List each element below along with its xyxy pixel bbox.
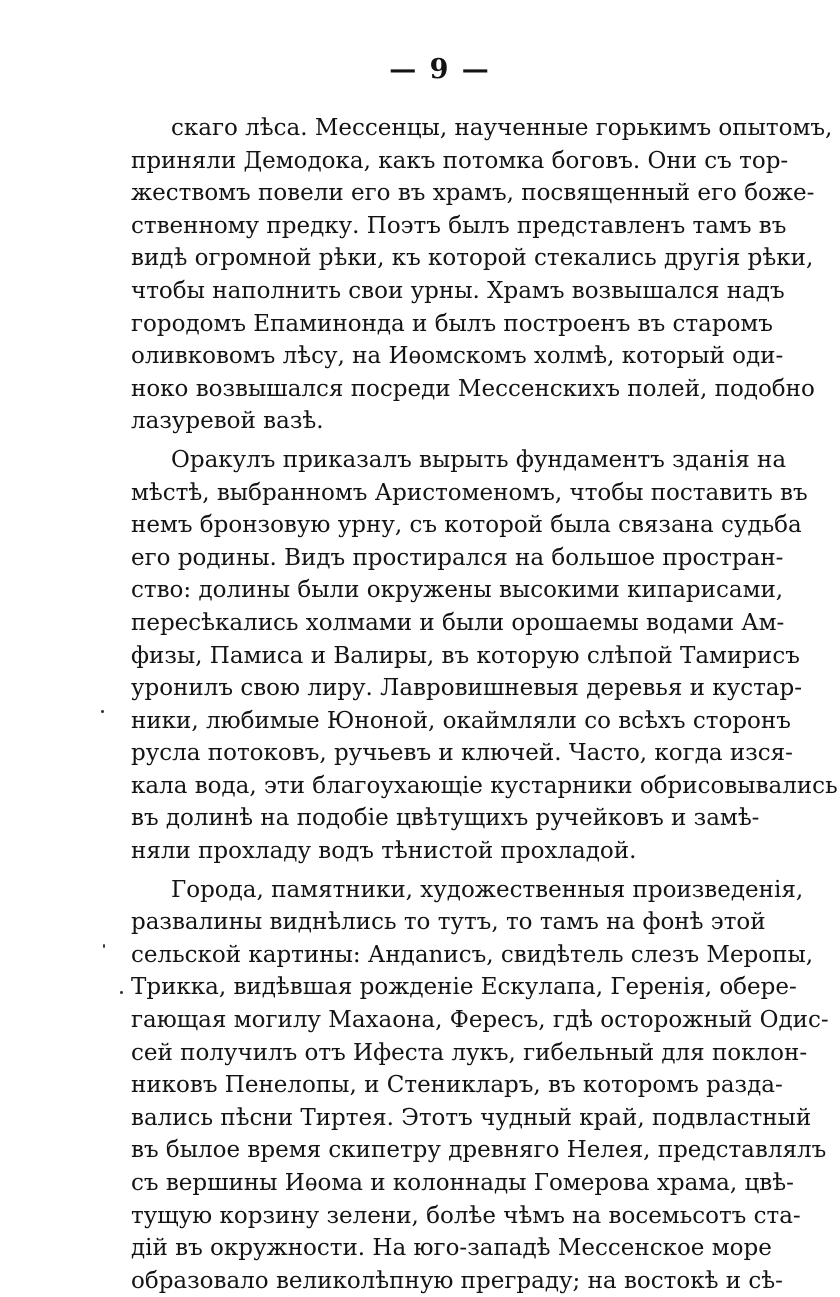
- text-line: Города, памятники, художественныя произведенія,: [171, 876, 804, 903]
- text-line: съ вершины Иѳома и колоннады Гомерова храма, цвѣ-: [131, 1170, 794, 1196]
- text-line: ственному предку. Поэтъ былъ представленъ тамъ въ: [131, 212, 787, 239]
- text-line: въ былое время скипетру древняго Нелея, представлялъ: [131, 1137, 827, 1164]
- text-line: приняли Демодока, какъ потомка боговъ. Они съ тор-: [131, 147, 789, 174]
- text-line: ство: долины были окружены высокими кипарисами,: [131, 577, 784, 604]
- text-line: ноко возвышался посреди Мессенскихъ полей, подобно: [131, 375, 815, 402]
- text-line: физы, Памиса и Валиры, въ которую слѣпой Тамирисъ: [131, 642, 800, 669]
- text-line: вались пѣсни Тиртея. Этотъ чудный край, подвластный: [131, 1104, 812, 1131]
- text-line: развалины виднѣлись то тутъ, то тамъ на фонѣ этой: [131, 909, 766, 936]
- text-line: его родины. Видъ простирался на большое простран-: [131, 544, 784, 571]
- text-line: городомъ Епаминонда и былъ построенъ въ старомъ: [131, 310, 773, 337]
- paragraph-1: [131, 112, 833, 438]
- text-line: сей получилъ отъ Ифеста лукъ, гибельный для поклон-: [131, 1039, 808, 1066]
- body-text: [131, 112, 838, 1297]
- text-line: Трикка, видѣвшая рожденіе Ескулапа, Геренія, обере-: [131, 974, 797, 1001]
- text-line: пересѣкались холмами и были орошаемы водами Ам-: [131, 609, 785, 636]
- text-line: русла потоковъ, ручьевъ и ключей. Часто, когда изся-: [131, 740, 793, 767]
- text-line: чтобы наполнить свои урны. Храмъ возвышался надъ: [131, 277, 785, 304]
- text-line: ники, любимые Юноной, окаймляли со всѣхъ сторонъ: [131, 707, 791, 734]
- margin-speck: [103, 944, 105, 948]
- text-line: образовало великолѣпную преграду; на востокѣ и сѣ-: [131, 1267, 783, 1294]
- text-line: въ долинѣ на подобіе цвѣтущихъ ручейковъ и замѣ-: [131, 805, 760, 832]
- text-line: Оракулъ приказалъ вырыть фундаментъ зданія на: [171, 446, 787, 473]
- text-line: видѣ огромной рѣки, къ которой стекались другія рѣки,: [131, 245, 814, 272]
- text-line: немъ бронзовую урну, съ которой была связана судьба: [131, 512, 802, 539]
- text-line: сельской картины: Андanисъ, свидѣтель слезъ Меропы,: [131, 941, 814, 968]
- text-line: гающая могилу Махаона, Фересъ, гдѣ осторожный Одис-: [131, 1007, 829, 1034]
- page-number: — 9 —: [389, 54, 491, 85]
- text-line: жествомъ повели его въ храмъ, посвященный его боже-: [131, 180, 815, 207]
- text-line: скаго лѣса. Мессенцы, наученные горькимъ опытомъ,: [171, 115, 833, 141]
- text-line: лазуревой вазѣ.: [131, 408, 324, 435]
- text-line: мѣстѣ, выбранномъ Аристоменомъ, чтобы поставить въ: [131, 479, 808, 506]
- margin-speck: [101, 710, 104, 713]
- text-line: уронилъ свою лиру. Лавровишневыя деревья и кустар-: [131, 675, 803, 702]
- text-line: никовъ Пенелопы, и Стениклаpъ, въ которомъ разда-: [131, 1072, 783, 1099]
- text-line: оливковомъ лѣсу, на Иѳомскомъ холмѣ, который оди-: [131, 343, 784, 370]
- text-line: кала вода, эти благоухающіе кустарники обрисовывались: [131, 772, 838, 799]
- text-line: тущую корзину зелени, болѣе чѣмъ на восемьсотъ ста-: [131, 1202, 801, 1229]
- paragraph-2: [131, 444, 838, 868]
- margin-speck: [120, 991, 123, 994]
- paragraph-3: [131, 874, 829, 1297]
- text-line: дій въ окружности. На юго-западѣ Мессенское море: [131, 1235, 772, 1262]
- text-line: няли прохладу водъ тѣнистой прохладой.: [131, 838, 637, 865]
